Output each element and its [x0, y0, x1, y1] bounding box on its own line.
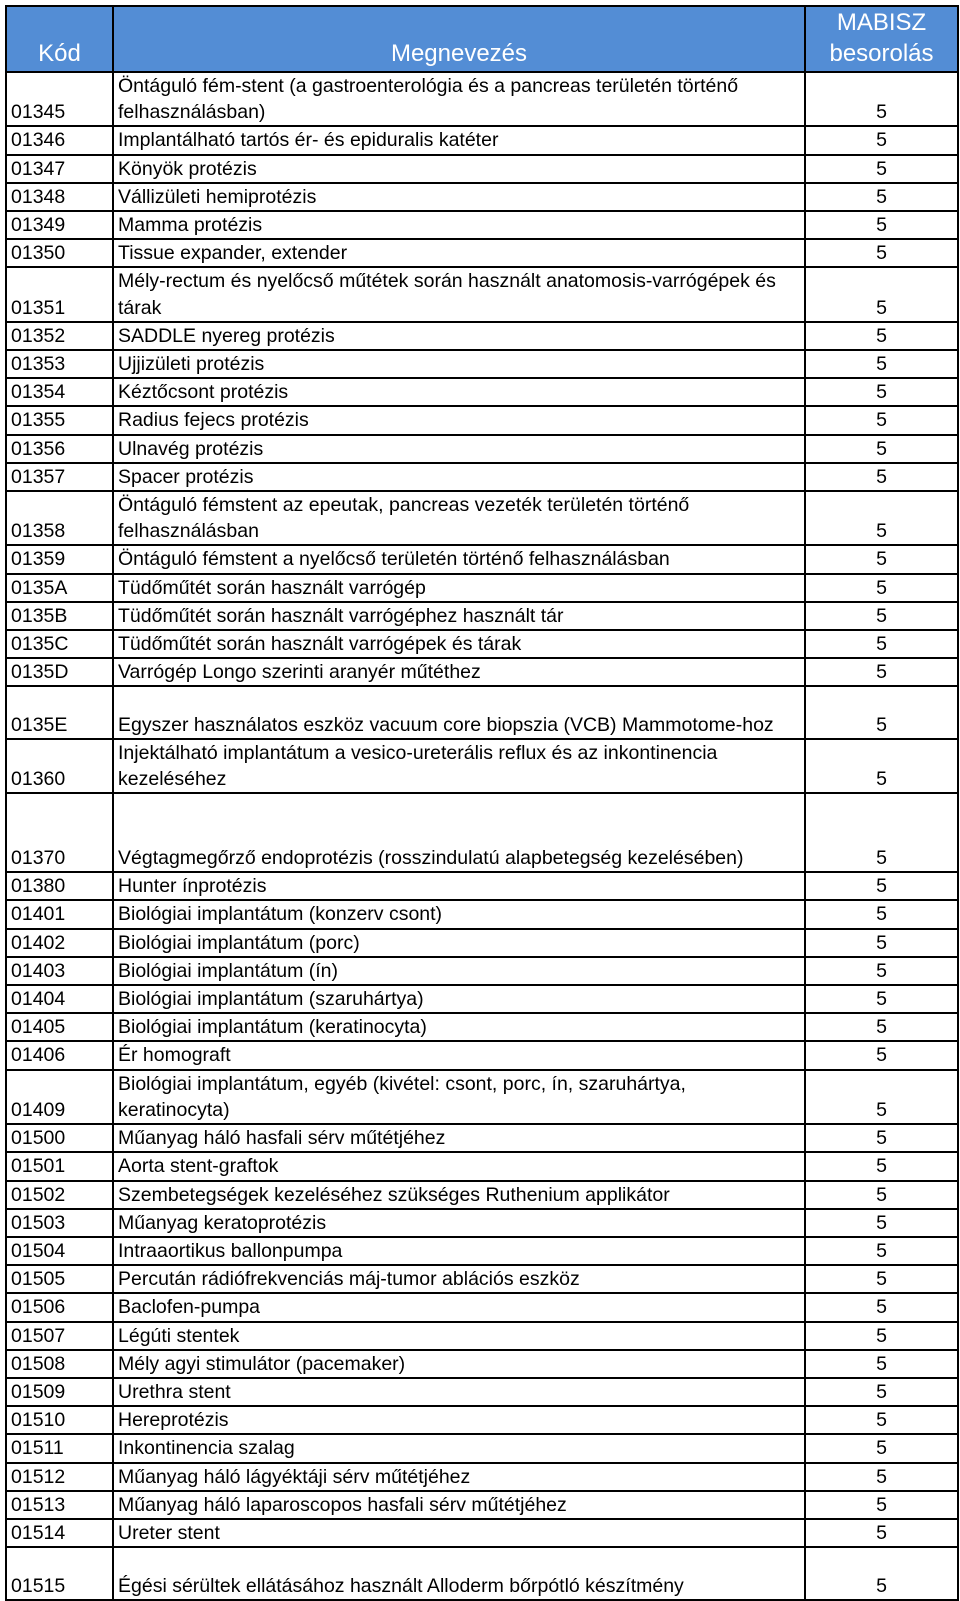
table-row: [6, 1463, 958, 1491]
row-code: 01508: [6, 1350, 113, 1378]
table-row: [6, 1519, 958, 1547]
row-code: 01345: [6, 72, 113, 126]
row-mabisz-value: 5: [805, 630, 958, 658]
table-row: [6, 155, 958, 183]
row-name: Radius fejecs protézis: [113, 406, 805, 434]
table-row: [6, 267, 958, 321]
row-name: Könyök protézis: [113, 155, 805, 183]
row-mabisz-value: 5: [805, 602, 958, 630]
row-mabisz-value: 5: [805, 463, 958, 491]
table-row: [6, 1547, 958, 1600]
row-mabisz-value: 5: [805, 1152, 958, 1180]
table-row: [6, 686, 958, 739]
row-code: 0135C: [6, 630, 113, 658]
table-row: [6, 183, 958, 211]
row-name: Biológiai implantátum (keratinocyta): [113, 1013, 805, 1041]
row-mabisz-value: 5: [805, 435, 958, 463]
row-name: Öntáguló fémstent az epeutak, pancreas vezeték területén történő felhasználásban: [113, 491, 805, 545]
code-table-container: [5, 5, 957, 1601]
table-row: [6, 1434, 958, 1462]
row-name: Biológiai implantátum (szaruhártya): [113, 985, 805, 1013]
row-code: 0135A: [6, 574, 113, 602]
table-body: [6, 72, 958, 1600]
row-code: 01503: [6, 1209, 113, 1237]
row-code: 01514: [6, 1519, 113, 1547]
row-mabisz-value: 5: [805, 1265, 958, 1293]
row-name: Biológiai implantátum (porc): [113, 929, 805, 957]
header-mabisz: MABISZ besorolás: [805, 6, 958, 72]
row-name: Inkontinencia szalag: [113, 1434, 805, 1462]
row-mabisz-value: 5: [805, 183, 958, 211]
table-row: [6, 1152, 958, 1180]
row-name: Egyszer használatos eszköz vacuum core biopszia (VCB) Mammotome-hoz: [113, 686, 805, 739]
row-code: 01502: [6, 1181, 113, 1209]
row-mabisz-value: 5: [805, 211, 958, 239]
row-code: 01515: [6, 1547, 113, 1600]
table-row: [6, 900, 958, 928]
row-code: 01403: [6, 957, 113, 985]
row-code: 01356: [6, 435, 113, 463]
table-row: [6, 793, 958, 872]
row-name: Öntáguló fémstent a nyelőcső területén történő felhasználásban: [113, 545, 805, 573]
row-code: 01353: [6, 350, 113, 378]
row-code: 01348: [6, 183, 113, 211]
row-name: Mély agyi stimulátor (pacemaker): [113, 1350, 805, 1378]
row-name: Égési sérültek ellátásához használt Alloderm bőrpótló készítmény: [113, 1547, 805, 1600]
table-row: [6, 872, 958, 900]
row-mabisz-value: 5: [805, 72, 958, 126]
table-row: [6, 1013, 958, 1041]
row-code: 01355: [6, 406, 113, 434]
row-code: 0135D: [6, 658, 113, 686]
row-code: 01352: [6, 322, 113, 350]
row-mabisz-value: 5: [805, 155, 958, 183]
row-code: 0135E: [6, 686, 113, 739]
row-mabisz-value: 5: [805, 686, 958, 739]
row-code: 01358: [6, 491, 113, 545]
table-row: [6, 1491, 958, 1519]
table-row: [6, 1041, 958, 1069]
row-code: 01513: [6, 1491, 113, 1519]
row-code: 01505: [6, 1265, 113, 1293]
row-code: 01409: [6, 1070, 113, 1124]
table-row: [6, 322, 958, 350]
row-name: Biológiai implantátum, egyéb (kivétel: csont, porc, ín, szaruhártya, keratinocyta): [113, 1070, 805, 1124]
row-code: 01512: [6, 1463, 113, 1491]
row-name: Ureter stent: [113, 1519, 805, 1547]
row-name: Aorta stent-graftok: [113, 1152, 805, 1180]
row-mabisz-value: 5: [805, 900, 958, 928]
row-mabisz-value: 5: [805, 1519, 958, 1547]
row-mabisz-value: 5: [805, 1350, 958, 1378]
table-row: [6, 957, 958, 985]
row-code: 01509: [6, 1378, 113, 1406]
row-mabisz-value: 5: [805, 658, 958, 686]
row-name: Hereprotézis: [113, 1406, 805, 1434]
row-mabisz-value: 5: [805, 350, 958, 378]
row-code: 01507: [6, 1322, 113, 1350]
row-code: 01401: [6, 900, 113, 928]
row-name: Varrógép Longo szerinti aranyér műtéthez: [113, 658, 805, 686]
row-mabisz-value: 5: [805, 239, 958, 267]
row-name: Tissue expander, extender: [113, 239, 805, 267]
table-row: [6, 491, 958, 545]
row-name: Műanyag keratoprotézis: [113, 1209, 805, 1237]
row-mabisz-value: 5: [805, 1322, 958, 1350]
row-name: Öntáguló fém-stent (a gastroenterológia és a pancreas területén történő felhasználásban): [113, 72, 805, 126]
row-name: Ér homograft: [113, 1041, 805, 1069]
table-row: [6, 463, 958, 491]
row-name: Urethra stent: [113, 1378, 805, 1406]
row-code: 01354: [6, 378, 113, 406]
row-name: Ulnavég protézis: [113, 435, 805, 463]
row-mabisz-value: 5: [805, 378, 958, 406]
row-name: Tüdőműtét során használt varrógép: [113, 574, 805, 602]
header-kod: Kód: [6, 6, 113, 72]
row-code: 01500: [6, 1124, 113, 1152]
row-name: Műanyag háló lágyéktáji sérv műtétjéhez: [113, 1463, 805, 1491]
row-mabisz-value: 5: [805, 793, 958, 872]
row-name: Implantálható tartós ér- és epiduralis katéter: [113, 126, 805, 154]
row-mabisz-value: 5: [805, 1237, 958, 1265]
row-code: 01405: [6, 1013, 113, 1041]
row-code: 01357: [6, 463, 113, 491]
row-name: Szembetegségek kezeléséhez szükséges Ruthenium applikátor: [113, 1181, 805, 1209]
row-mabisz-value: 5: [805, 322, 958, 350]
row-mabisz-value: 5: [805, 1181, 958, 1209]
row-mabisz-value: 5: [805, 872, 958, 900]
row-name: Vállizületi hemiprotézis: [113, 183, 805, 211]
row-mabisz-value: 5: [805, 406, 958, 434]
table-row: [6, 211, 958, 239]
row-name: Végtagmegőrző endoprotézis (rosszindulatú alapbetegség kezelésében): [113, 793, 805, 872]
row-mabisz-value: 5: [805, 1041, 958, 1069]
row-name: Spacer protézis: [113, 463, 805, 491]
row-name: Légúti stentek: [113, 1322, 805, 1350]
table-row: [6, 545, 958, 573]
table-row: [6, 72, 958, 126]
header-row: [6, 6, 958, 72]
row-name: Biológiai implantátum (ín): [113, 957, 805, 985]
row-name: Baclofen-pumpa: [113, 1293, 805, 1321]
row-mabisz-value: 5: [805, 739, 958, 793]
row-code: 0135B: [6, 602, 113, 630]
row-mabisz-value: 5: [805, 1209, 958, 1237]
row-mabisz-value: 5: [805, 491, 958, 545]
table-row: [6, 929, 958, 957]
row-name: Kéztőcsont protézis: [113, 378, 805, 406]
row-code: 01511: [6, 1434, 113, 1462]
row-mabisz-value: 5: [805, 1547, 958, 1600]
row-mabisz-value: 5: [805, 267, 958, 321]
table-row: [6, 658, 958, 686]
row-code: 01350: [6, 239, 113, 267]
row-code: 01359: [6, 545, 113, 573]
row-mabisz-value: 5: [805, 957, 958, 985]
device-code-table: [5, 5, 959, 1601]
row-name: Műanyag háló hasfali sérv műtétjéhez: [113, 1124, 805, 1152]
row-mabisz-value: 5: [805, 1124, 958, 1152]
table-row: [6, 1070, 958, 1124]
table-row: [6, 1293, 958, 1321]
table-row: [6, 1322, 958, 1350]
row-name: Percután rádiófrekvenciás máj-tumor ablációs eszköz: [113, 1265, 805, 1293]
table-row: [6, 1378, 958, 1406]
row-mabisz-value: 5: [805, 1293, 958, 1321]
row-mabisz-value: 5: [805, 1434, 958, 1462]
row-code: 01510: [6, 1406, 113, 1434]
table-row: [6, 630, 958, 658]
row-code: 01506: [6, 1293, 113, 1321]
row-mabisz-value: 5: [805, 1013, 958, 1041]
row-name: Biológiai implantátum (konzerv csont): [113, 900, 805, 928]
table-row: [6, 239, 958, 267]
table-row: [6, 602, 958, 630]
row-mabisz-value: 5: [805, 1491, 958, 1519]
table-row: [6, 1350, 958, 1378]
row-code: 01404: [6, 985, 113, 1013]
row-code: 01406: [6, 1041, 113, 1069]
row-mabisz-value: 5: [805, 545, 958, 573]
row-name: Tüdőműtét során használt varrógéphez használt tár: [113, 602, 805, 630]
row-code: 01346: [6, 126, 113, 154]
row-mabisz-value: 5: [805, 574, 958, 602]
row-name: Hunter ínprotézis: [113, 872, 805, 900]
row-code: 01504: [6, 1237, 113, 1265]
row-mabisz-value: 5: [805, 985, 958, 1013]
row-code: 01501: [6, 1152, 113, 1180]
row-name: Ujjizületi protézis: [113, 350, 805, 378]
table-row: [6, 574, 958, 602]
row-name: Intraaortikus ballonpumpa: [113, 1237, 805, 1265]
row-code: 01380: [6, 872, 113, 900]
table-row: [6, 406, 958, 434]
row-mabisz-value: 5: [805, 1463, 958, 1491]
row-mabisz-value: 5: [805, 1378, 958, 1406]
row-mabisz-value: 5: [805, 929, 958, 957]
row-name: Műanyag háló laparoscopos hasfali sérv műtétjéhez: [113, 1491, 805, 1519]
table-row: [6, 378, 958, 406]
table-row: [6, 1406, 958, 1434]
table-row: [6, 1237, 958, 1265]
row-name: Tüdőműtét során használt varrógépek és tárak: [113, 630, 805, 658]
header-megnevezes: Megnevezés: [113, 6, 805, 72]
row-code: 01351: [6, 267, 113, 321]
row-code: 01347: [6, 155, 113, 183]
table-row: [6, 1265, 958, 1293]
table-row: [6, 126, 958, 154]
row-mabisz-value: 5: [805, 126, 958, 154]
row-name: Injektálható implantátum a vesico-ureterális reflux és az inkontinencia kezeléséhez: [113, 739, 805, 793]
row-name: Mély-rectum és nyelőcső műtétek során használt anatomosis-varrógépek és tárak: [113, 267, 805, 321]
table-row: [6, 1181, 958, 1209]
row-code: 01402: [6, 929, 113, 957]
row-name: SADDLE nyereg protézis: [113, 322, 805, 350]
table-row: [6, 350, 958, 378]
table-row: [6, 739, 958, 793]
row-code: 01370: [6, 793, 113, 872]
table-row: [6, 1209, 958, 1237]
row-code: 01349: [6, 211, 113, 239]
row-mabisz-value: 5: [805, 1406, 958, 1434]
row-mabisz-value: 5: [805, 1070, 958, 1124]
table-row: [6, 985, 958, 1013]
table-row: [6, 1124, 958, 1152]
table-row: [6, 435, 958, 463]
row-name: Mamma protézis: [113, 211, 805, 239]
row-code: 01360: [6, 739, 113, 793]
